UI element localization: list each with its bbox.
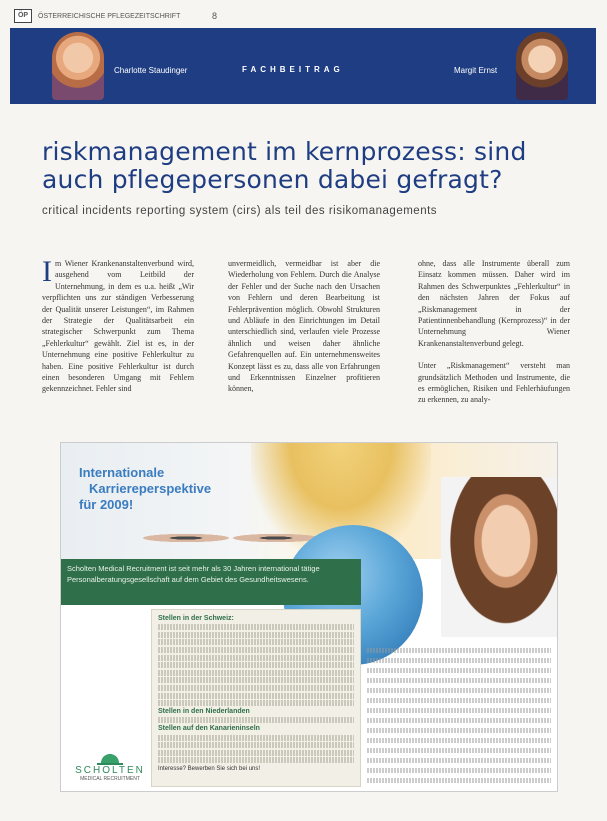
section-tag: FACHBEITRAG [242,65,344,74]
jobs-heading-switzerland: Stellen in der Schweiz: [158,615,234,622]
article-headline: riskmanagement im kernprozess: sind auch pflegepersonen dabei gefragt? [42,137,527,194]
body-text-col1: m Wiener Krankenanstaltenverbund wird, ausgehend vom Leitbild der Unternehmung, in dem es u.a. heißt „Wir verpflichten uns zur ständigen Verbesserung der Qualität unserer Leistungen“, im Rahmen der Strategie der Qualitätsarbeit ein strategischer Schwerpunkt zum Thema „Fehlerkultur“ gewählt. Ziel ist es, in der Unternehmung eine positive Fehlerkultur zu haben. Eine positive Fehlerkultur ist durch einen besonderen Umgang mit Fehlern gekennzeichnet. Fehler sind [42,259,194,394]
body-column-1 [42,255,194,395]
scholten-mark-icon [97,745,123,765]
ad-jobs-box [151,609,361,787]
advertisement [60,442,558,792]
jobs-list-canaries [158,735,354,764]
author-photo-right [516,32,568,100]
jobs-list-switzerland [158,624,354,706]
scholten-wordmark: SCHOLTEN [75,765,145,776]
ad-intro-bar: Scholten Medical Recruitment ist seit mehr als 30 Jahren international tätige Personalberatungsgesellschaft auf dem Gebiet des Gesundheitswesens. [61,559,361,605]
body-text-col3-p2: Unter „Riskmanagement“ versteht man grundsätzlich Methoden und Instrumente, die es ermöglichen, Risiken und Fehlerhäufungen zu erkennen, zu analy- [418,361,570,405]
body-column-2 [228,258,380,395]
publication-name: ÖSTERREICHISCHE PFLEGEZEITSCHRIFT [38,12,181,20]
ad-title-line2: Karriereperspektive [89,481,212,496]
body-text-col2: unvermeidlich, vermeidbar ist aber die Wiederholung von Fehlern. Durch die Analyse der Fehler und der Suche nach den Ursachen von Fehlern und deren Bearbeitung ist Fehlerprävention möglich. Obwohl Strukturen und Abläufe in den Einrichtungen im Detail unterschiedlich sind, verlaufen viele Prozesse ähnlich und weisen daher ähnliche Gefahrenquellen auf. Ein unternehmensweites Konzept lässt es zu, dass alle von Erfahrungen und Erkenntnissen Einzelner profitieren können, [228,259,380,394]
author-name-right: Margit Ernst [454,66,498,75]
article-subheadline: critical incidents reporting system (cirs) als teil des risikomanagements [42,205,438,217]
running-header [14,8,594,24]
drop-cap: I [42,255,52,288]
ad-eyes-image [141,525,321,551]
jobs-list-netherlands [158,717,354,723]
author-photo-left [52,32,104,100]
author-name-left: Charlotte Staudinger [114,66,188,75]
publication-logo: ÖP [14,9,32,23]
body-text-col3-p1: ohne, dass alle Instrumente überall zum Einsatz kommen müssen. Daher wird im Rahmen des Schwerpunktes „Fehlerkultur“ in den nächsten Jahren der Fokus auf „Riskmanagement in der Patientinnenbehandlung (Kernprozess)“ in der Unternehmung Wiener Krankenanstaltenverbund gelegt. [418,259,570,348]
jobs-footer: Interesse? Bewerben Sie sich bei uns! [158,766,261,773]
jobs-heading-canaries: Stellen auf den Kanarieninseln [158,725,260,733]
ad-title-line1: Internationale [79,465,165,480]
author-band [10,28,596,104]
scholten-tagline: MEDICAL RECRUITMENT [80,776,140,782]
jobs-heading-netherlands: Stellen in den Niederlanden [158,708,250,716]
ad-testimonial [367,643,551,788]
ad-woman-photo [441,477,558,637]
ad-title-line3: für 2009! [79,497,134,512]
scholten-logo [67,745,153,782]
page-number: 8 [212,11,218,21]
body-column-3 [418,258,570,417]
